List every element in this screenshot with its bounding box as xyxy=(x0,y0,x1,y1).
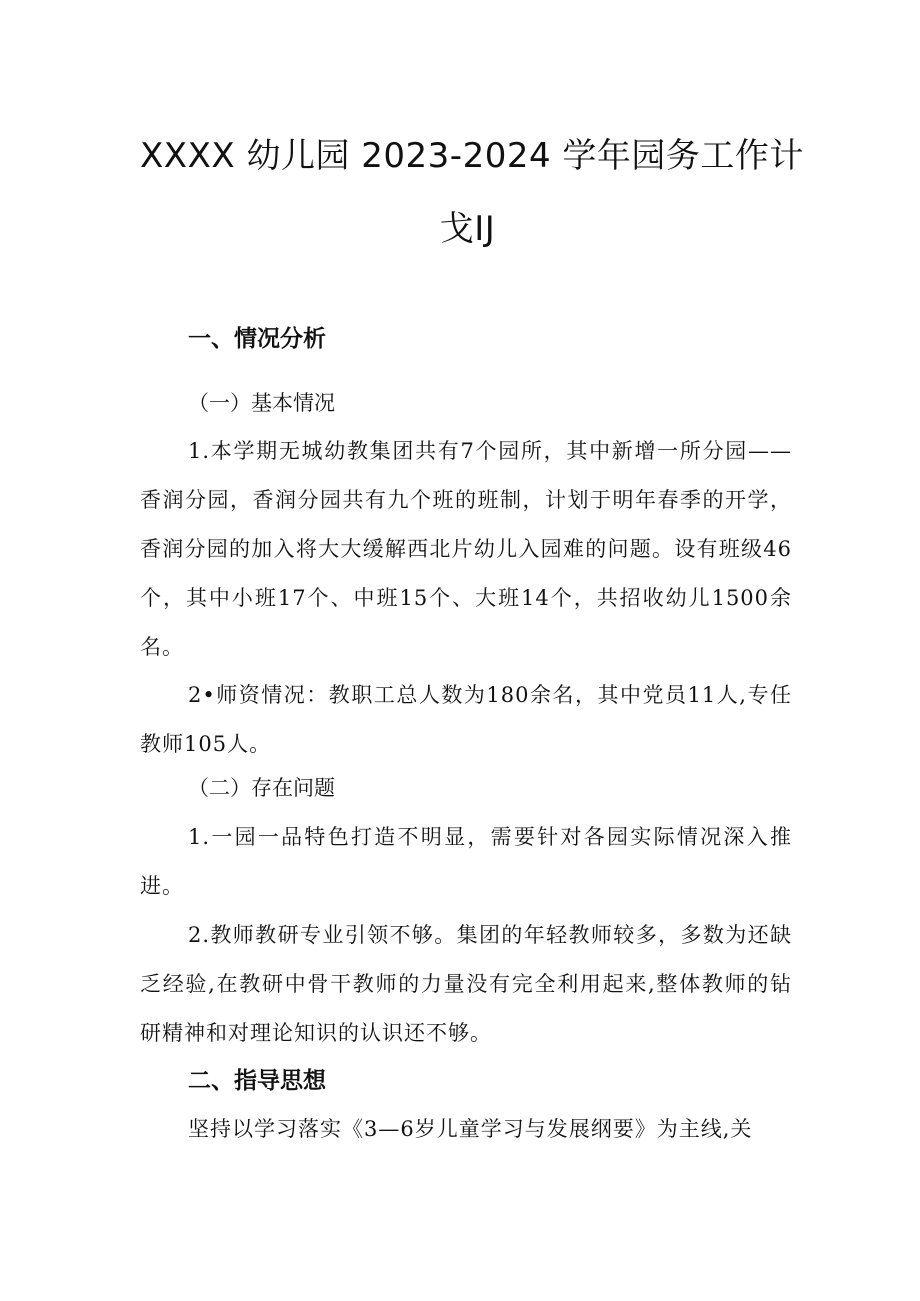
document-title-line-1: XXXX 幼儿园 2023-2024 学年园务工作计 xyxy=(140,136,804,176)
section-heading-situation-analysis: 一、情况分析 xyxy=(188,326,326,352)
paragraph-problem-1: 1.一园一品特色打造不明显，需要针对各园实际情况深入推进。 xyxy=(140,825,792,898)
paragraph-basic-situation-1: 1.本学期无城幼教集团共有7个园所，其中新增一所分园——香润分园，香润分园共有九个班的班制，计划于明年春季的开学，香润分园的加入将大大缓解西北片幼儿入园难的问题。设有班级46个，其中小班17个、中班15个、大班14个，共招收幼儿1500余名。 xyxy=(140,439,792,659)
paragraph-problem-2: 2.教师教研专业引领不够。集团的年轻教师较多，多数为还缺乏经验,在教研中骨干教师的力量没有完全利用起来,整体教师的钻研精神和对理论知识的认识还不够。 xyxy=(140,923,792,1045)
subsection-heading-basic-situation: （一）基本情况 xyxy=(188,391,335,415)
paragraph-teacher-info: 2•师资情况：教职工总人数为180余名，其中党员11人,专任教师105人。 xyxy=(140,683,792,756)
section-heading-guiding-ideology: 二、指导思想 xyxy=(188,1068,326,1094)
paragraph-guiding-ideology: 坚持以学习落实《3—6岁儿童学习与发展纲要》为主线,关 xyxy=(188,1117,753,1141)
document-title-line-2: 戈IJ xyxy=(439,209,496,249)
subsection-heading-existing-problems: （二）存在问题 xyxy=(188,776,335,800)
